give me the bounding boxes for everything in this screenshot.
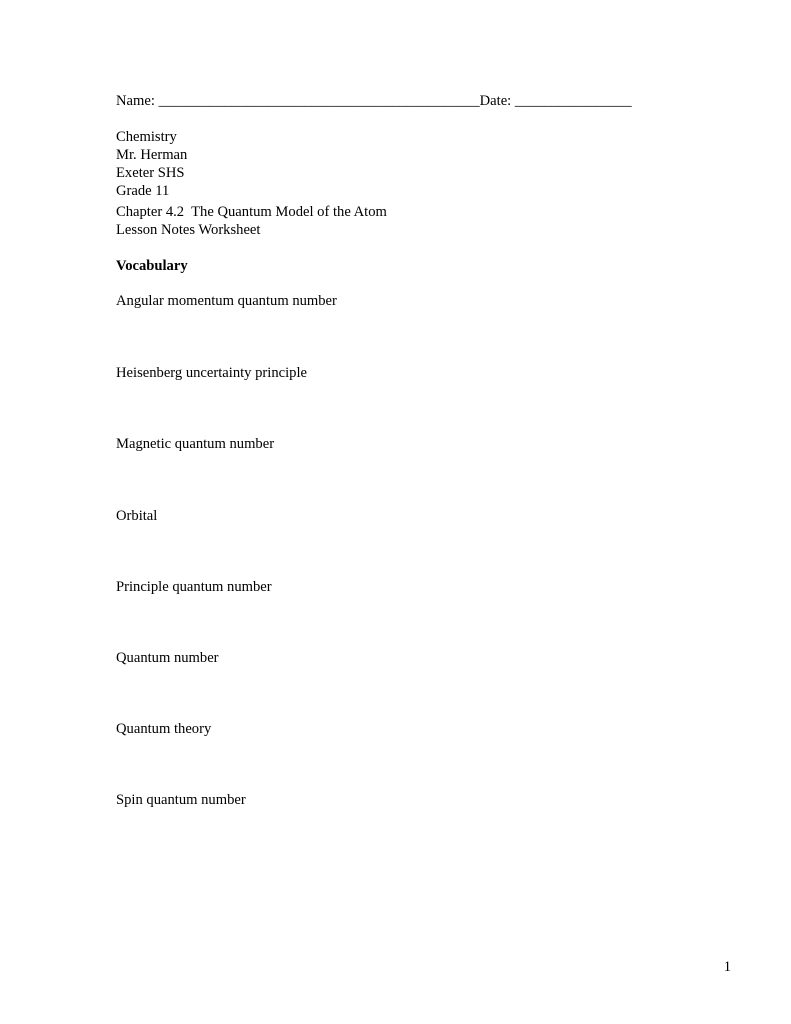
vocab-term: Quantum number xyxy=(116,650,219,666)
chapter-title: Chapter 4.2 The Quantum Model of the Atom xyxy=(116,204,387,220)
worksheet-title: Lesson Notes Worksheet xyxy=(116,222,261,238)
grade-text: Grade 11 xyxy=(116,183,170,199)
name-label: Name: xyxy=(116,93,159,109)
vocab-term: Orbital xyxy=(116,508,158,524)
vocabulary-heading: Vocabulary xyxy=(116,258,188,274)
name-date-line xyxy=(116,92,632,110)
school-text: Exeter SHS xyxy=(116,165,185,181)
vocab-term: Heisenberg uncertainty principle xyxy=(116,365,308,381)
date-label: Date: xyxy=(479,93,515,109)
name-blank[interactable]: ____________________________________________ xyxy=(158,93,480,109)
vocab-term: Angular momentum quantum number xyxy=(116,293,337,309)
vocab-term: Principle quantum number xyxy=(116,579,272,595)
subject-text: Chemistry xyxy=(116,129,177,145)
page-number: 1 xyxy=(723,959,731,975)
teacher-text: Mr. Herman xyxy=(116,147,188,163)
vocab-term: Spin quantum number xyxy=(116,792,246,808)
vocab-term: Magnetic quantum number xyxy=(116,436,275,452)
date-blank[interactable]: ________________ xyxy=(514,93,632,109)
vocab-term: Quantum theory xyxy=(116,721,212,737)
